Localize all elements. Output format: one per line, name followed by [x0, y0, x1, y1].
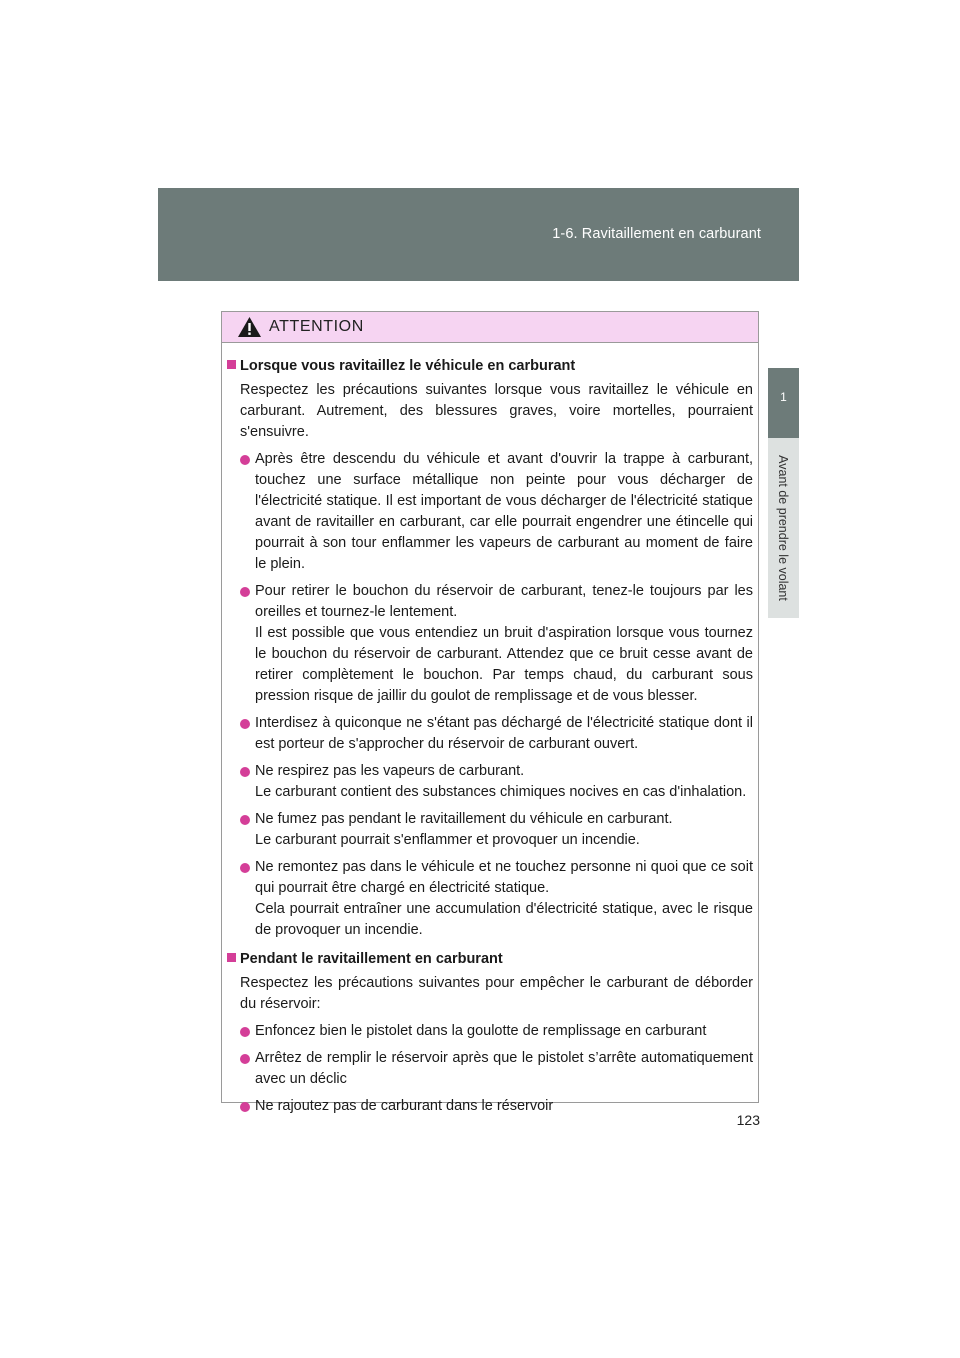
- bullet-paragraph: Ne respirez pas les vapeurs de carburant.: [255, 763, 525, 779]
- round-bullet-icon: [240, 767, 250, 777]
- attention-header: [222, 312, 758, 343]
- bullet-item: [240, 761, 753, 803]
- attention-box: [221, 311, 759, 1114]
- section-intro: Respectez les précautions suivantes lorsque vous ravitaillez le véhicule en carburant. Autrement, des blessures graves, voire mortelles, pourraient s'ensuivre.: [240, 382, 753, 440]
- bullet-text: [255, 581, 753, 707]
- bullet-text: [255, 1048, 753, 1090]
- attention-body: [222, 343, 758, 1117]
- page-number: 123: [736, 1112, 760, 1128]
- chapter-label-tab: [768, 438, 799, 618]
- bullet-paragraph: Le carburant pourrait s'enflammer et provoquer un incendie.: [255, 832, 640, 848]
- section-title: [227, 948, 753, 971]
- section-title: [227, 355, 753, 378]
- bullet-item: [240, 857, 753, 941]
- bullet-paragraph: Il est possible que vous entendiez un bruit d'aspiration lorsque vous tournez le bouchon du réservoir de carburant. Attendez que ce bruit cesse avant de retirer complètement le bouchon. Par temps chaud, du carburant sous pression risque de jaillir du goulot de remplissage et de vous blesser.: [255, 625, 753, 704]
- section-title-text: Pendant le ravitaillement en carburant: [240, 951, 503, 967]
- bullet-text: [255, 761, 753, 803]
- bullet-paragraph: Pour retirer le bouchon du réservoir de carburant, tenez-le toujours par les oreilles et tournez-le lentement.: [255, 583, 753, 620]
- bullet-paragraph: Arrêtez de remplir le réservoir après que le pistolet s’arrête automatiquement avec un déclic: [255, 1050, 753, 1087]
- bullet-paragraph: Ne fumez pas pendant le ravitaillement du véhicule en carburant.: [255, 811, 673, 827]
- bullet-paragraph: Enfoncez bien le pistolet dans la goulotte de remplissage en carburant: [255, 1023, 707, 1039]
- round-bullet-icon: [240, 1054, 250, 1064]
- bullet-paragraph: Le carburant contient des substances chimiques nocives en cas d'inhalation.: [255, 784, 747, 800]
- chapter-header-band: [158, 188, 799, 281]
- bullet-paragraph: Après être descendu du véhicule et avant d'ouvrir la trappe à carburant, touchez une surface métallique non peinte pour vous décharger de l'électricité statique. Il est important de vous décharger de l'électricité statique avant de ravitailler en carburant, car elle pourrait engendrer une étincelle qui pourrait à son tour enflammer les vapeurs de carburant au moment de faire le plein.: [255, 451, 753, 572]
- bullet-text: [255, 857, 753, 941]
- bullet-paragraph: Ne rajoutez pas de carburant dans le réservoir: [255, 1098, 554, 1114]
- warning-triangle-icon: [237, 316, 262, 338]
- square-bullet-icon: [227, 953, 236, 962]
- bullet-paragraph: Interdisez à quiconque ne s'étant pas déchargé de l'électricité statique dont il est porteur de s'approcher du réservoir de carburant ouvert.: [255, 715, 753, 752]
- bullet-item: [240, 809, 753, 851]
- chapter-number: 1: [780, 390, 787, 404]
- attention-label: ATTENTION: [269, 318, 364, 335]
- bullet-text: [255, 1021, 753, 1042]
- bullet-item: [240, 713, 753, 755]
- round-bullet-icon: [240, 719, 250, 729]
- round-bullet-icon: [240, 863, 250, 873]
- chapter-label: Avant de prendre le volant: [776, 455, 790, 601]
- bullet-item: [240, 1048, 753, 1090]
- chapter-number-tab: [768, 368, 799, 438]
- square-bullet-icon: [227, 360, 236, 369]
- bullet-paragraph: Ne remontez pas dans le véhicule et ne touchez personne ni quoi que ce soit qui pourrait être chargé en électricité statique.: [255, 859, 753, 896]
- bullet-item: [240, 1096, 753, 1117]
- round-bullet-icon: [240, 815, 250, 825]
- round-bullet-icon: [240, 455, 250, 465]
- bullet-text: [255, 449, 753, 575]
- bullet-item: [240, 581, 753, 707]
- bullet-text: [255, 713, 753, 755]
- round-bullet-icon: [240, 1027, 250, 1037]
- bullet-text: [255, 1096, 753, 1117]
- bullet-text: [255, 809, 753, 851]
- bullet-item: [240, 449, 753, 575]
- bullet-item: [240, 1021, 753, 1042]
- round-bullet-icon: [240, 587, 250, 597]
- section-intro: Respectez les précautions suivantes pour empêcher le carburant de déborder du réservoir:: [240, 975, 753, 1012]
- bullet-paragraph: Cela pourrait entraîner une accumulation d'électricité statique, avec le risque de provoquer un incendie.: [255, 901, 753, 938]
- chapter-section-title: 1-6. Ravitaillement en carburant: [552, 226, 761, 242]
- round-bullet-icon: [240, 1102, 250, 1112]
- section-title-text: Lorsque vous ravitaillez le véhicule en carburant: [240, 358, 576, 374]
